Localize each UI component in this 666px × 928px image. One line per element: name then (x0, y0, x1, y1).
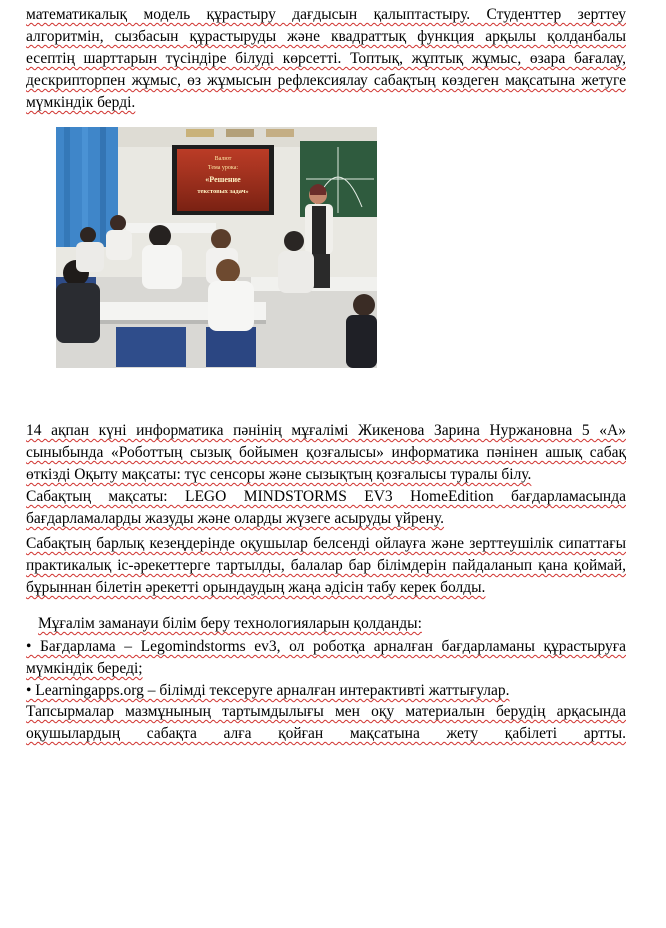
screen-line-2: Тема урока: (207, 165, 239, 171)
screen-line-1: Валют (214, 156, 232, 162)
screen-line-3: «Решение (205, 175, 241, 184)
screen-line-4: текстовых задач» (197, 188, 249, 195)
paragraph-lesson-goal: Сабақтың мақсаты: LEGO MINDSTORMS EV3 HomeEdition бағдарламасында бағдарламаларды жазуды және оларды жүзеге асыруды үйрену. (26, 488, 626, 527)
classroom-photo (56, 127, 377, 368)
bullet-learningapps: • Learningapps.org – білімді тексеруге арналған интерактивті жаттығулар. (26, 682, 510, 699)
paragraph-lesson-stages: Сабақтың барлық кезеңдерінде оқушылар белсенді ойлауға және зерттеушілік сипаттағы практикалық іс-әрекеттерге тартылды, балалар бар білімдерін пайдаланып қана қоймай, бұрыннан білетін әрекетті орындаудың жаңа әдісін табу керек болды. (26, 535, 626, 596)
paragraph-math-model: математикалық модель құрастыру дағдысын қалыптастыру. Студенттер зерттеу алгоритмін, сызбасын құрастыруды және квадраттық функция арқылы қолданбалы есептің шарттарын түсіндіре білуді көрсетті. Топтық, жұптық жұмыс, өзара бағалау, дескрипторпен жұмыс, өз жұмысын рефлексиялау сабақтың көздеген мақсатына жетуге мүмкіндік берді. (26, 6, 626, 111)
paragraph-conclusion: Тапсырмалар мазмұнының тартымдылығы мен оқу материалын берудің арқасында оқушылардың сабақта алға қойған мақсатына жету қабілеті артты. (26, 703, 626, 742)
paragraph-technologies-intro: Мұғалім заманауи білім беру технологияларын қолданды: (38, 615, 422, 632)
classroom-photo-illustration (56, 127, 377, 368)
paragraph-open-lesson: 14 ақпан күні информатика пәнінің мұғалімі Жикенова Зарина Нуржановна 5 «А» сыныбында «Роботтың сызық бойымен қозғалысы» информатика пәнінен ашық сабақ өткізді Оқыту мақсаты: түс сенсоры және сызықтың қозғалысы туралы білу. (26, 422, 626, 483)
bullet-legomindstorms: • Бағдарлама – Legomindstorms ev3, ол роботқа арналған бағдарламаны құрастыруға мүмкіндік береді; (26, 638, 626, 677)
